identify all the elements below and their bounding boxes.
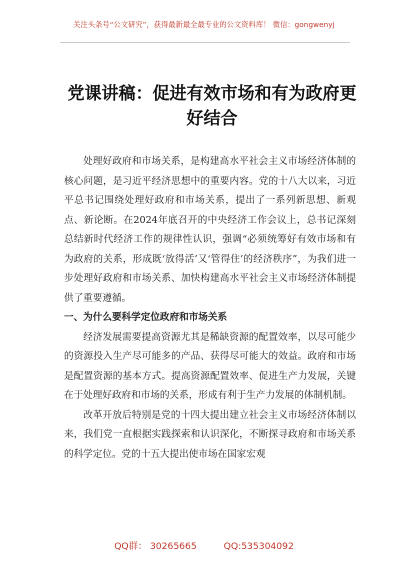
document-body	[64, 152, 356, 464]
document-title: 党课讲稿：促进有效市场和有为政府更好结合	[67, 84, 357, 129]
header-divider	[60, 42, 350, 43]
paragraph-reform-history: 改革开放后特别是党的十四大提出建立社会主义市场经济体制以来，我们党一直根据实践探索和认识深化，不断探寻政府和市场关系的科学定位。党的十五大提出使市场在国家宏观	[64, 409, 356, 460]
paragraph-resource-allocation: 经济发展需要提高资源尤其是稀缺资源的配置效率，以尽可能少的资源投入生产尽可能多的产品、获得尽可能大的效益。政府和市场是配置资源的基本方式。提高资源配置效率、促进生产力发展，关键在于处理好政府和市场的关系，形成有利于生产力发展的体制机制。	[64, 331, 356, 401]
footer-banner	[0, 538, 408, 552]
footer-qq-group: QQ群： 30265665	[114, 541, 197, 552]
paragraph-intro: 处理好政府和市场关系，是构建高水平社会主义市场经济体制的核心问题，是习近平经济思想中的重要内容。党的十八大以来，习近平总书记围绕处理好政府和市场关系，提出了一系列新思想、新观点、新论断。在2024年底召开的中央经济工作会议上，总书记深刻总结新时代经济工作的规律性认识，强调“必须统筹好有效市场和有为政府的关系，形成既‘放得活’又‘管得住’的经济秩序”，为我们进一步处理好政府和市场关系、加快构建高水平社会主义市场经济体制提供了重要遵循。	[64, 156, 356, 304]
footer-qq: QQ:535304092	[223, 541, 294, 552]
header-banner: 关注头条号“公文研究”，获得最新最全最专业的公文资料库！ 微信：gongwenyj	[73, 20, 335, 29]
section-heading-1: 一、为什么要科学定位政府和市场关系	[64, 312, 228, 323]
